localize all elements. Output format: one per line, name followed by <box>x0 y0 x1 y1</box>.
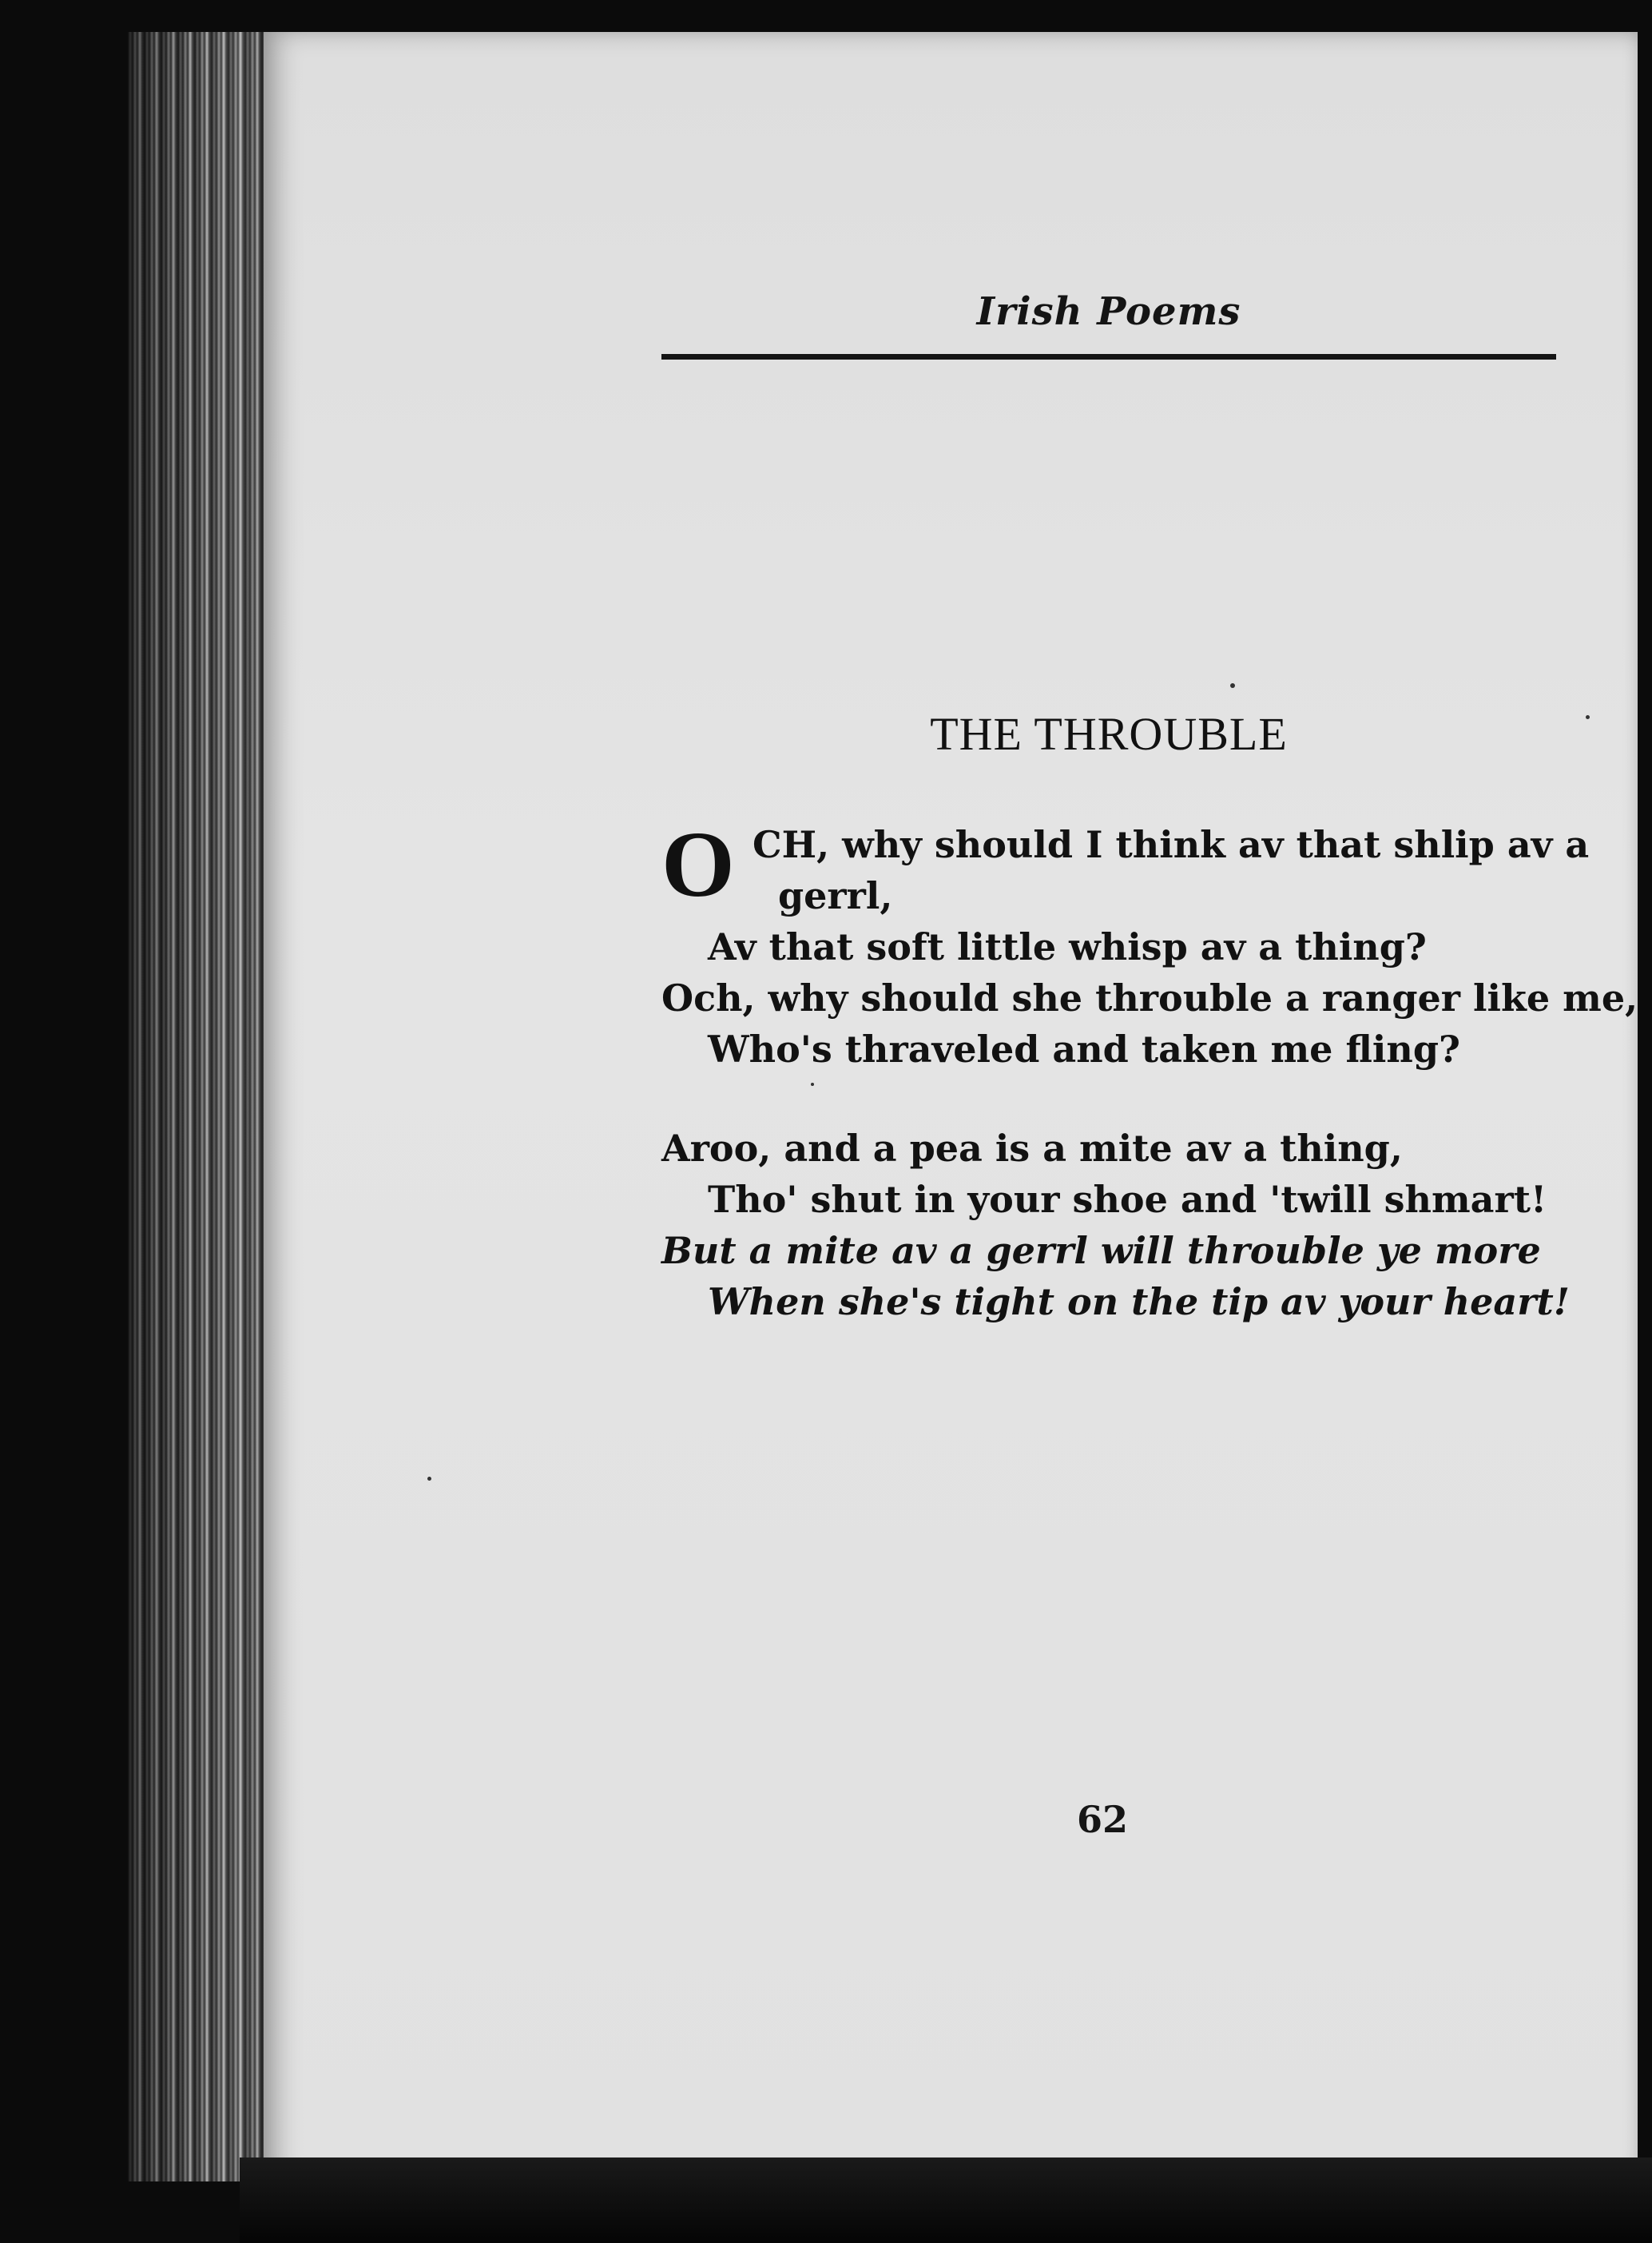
scan-speck <box>427 1477 431 1481</box>
poem-line: Och, why should she throuble a ranger like me, <box>661 976 1638 1020</box>
stanza-2 <box>661 1123 1572 1327</box>
running-header: Irish Poems <box>976 289 1241 334</box>
header-rule <box>661 354 1556 360</box>
page-bottom-shadow <box>240 2157 1652 2243</box>
scan-speck <box>811 1083 814 1086</box>
poem-line: Who's thraveled and taken me fling? <box>708 1028 1460 1071</box>
poem-line: Aroo, and a pea is a mite av a thing, <box>661 1127 1403 1170</box>
poem-line: When she's tight on the tip av your heart! <box>708 1280 1570 1323</box>
poem-line: gerrl, <box>778 874 893 917</box>
page-number: 62 <box>1076 1798 1128 1841</box>
stanza-1 <box>661 812 1638 1075</box>
poem-line: But a mite av a gerrl will throuble ye more <box>661 1229 1541 1272</box>
poem-line: Av that soft little whisp av a thing? <box>708 925 1427 968</box>
scan-speck <box>1586 715 1590 719</box>
drop-cap: O <box>661 812 735 917</box>
poem-line: CH, why should I think av that shlip av a <box>753 823 1590 866</box>
scan-speck <box>1230 683 1235 688</box>
poem-line: Tho' shut in your shoe and 'twill shmart! <box>708 1178 1547 1221</box>
poem-title: THE THROUBLE <box>930 708 1288 760</box>
